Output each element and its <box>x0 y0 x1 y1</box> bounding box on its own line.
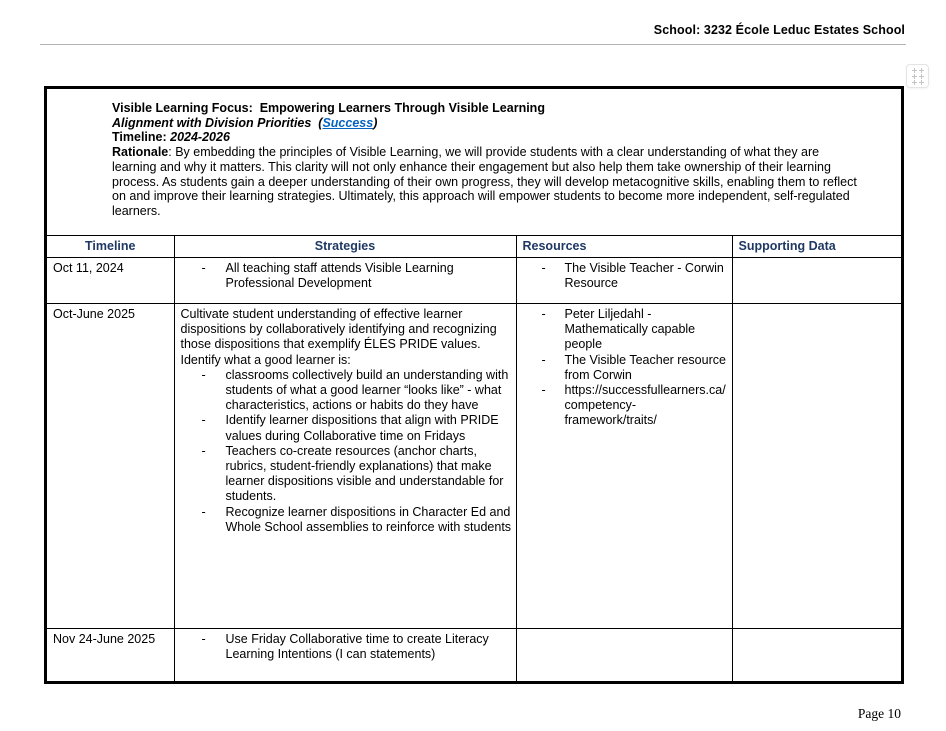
learning-plan-box <box>44 86 904 684</box>
strategy-bullet-item: - All teaching staff attends Visible Learning Professional Development <box>181 261 512 291</box>
table-row <box>47 258 901 304</box>
supporting-data-cell <box>732 304 901 629</box>
plan-table <box>47 235 901 681</box>
rationale-text: : By embedding the principles of Visible Learning, we will provide students with a clear understanding of what they are learning and why it matters. This clarity will not only enhance their engagement but also help them take ownership of their learning process. As students gain a deeper understanding of their own progress, they will develop metacognitive skills, enabling them to reflect on and improve their learning strategies. Ultimately, this approach will empower students to become more independent, self-regulated learners. <box>112 145 861 218</box>
rationale-label: Rationale <box>112 145 169 160</box>
column-header-strategies: Strategies <box>174 236 516 258</box>
header-divider <box>40 44 906 45</box>
supporting-data-cell <box>732 629 901 681</box>
resources-cell <box>516 629 732 681</box>
success-link[interactable]: Success <box>322 115 374 130</box>
timeline-value: 2024-2026 <box>166 130 230 145</box>
timeline-value: Oct-June 2025 <box>53 307 135 321</box>
strategy-bullet-item: - Use Friday Collaborative time to create Literacy Learning Intentions (I can statements) <box>181 632 512 662</box>
strategies-cell <box>174 258 516 304</box>
column-header-resources: Resources <box>516 236 732 258</box>
resource-bullet-item: - The Visible Teacher - Corwin Resource <box>523 261 728 291</box>
drag-handle-dot <box>919 74 924 79</box>
plan-intro <box>47 89 901 235</box>
strategies-cell <box>174 304 516 629</box>
timeline-line <box>112 130 863 145</box>
timeline-value: Nov 24-June 2025 <box>53 632 156 646</box>
timeline-cell <box>47 629 174 681</box>
strategy-bullet-item: - Teachers co-create resources (anchor charts, rubrics, student-friendly explanations) that make learner dispositions visible and understandable for students. <box>181 444 512 505</box>
school-title: School: 3232 École Leduc Estates School <box>653 23 905 37</box>
header-row <box>47 236 901 258</box>
rationale-paragraph <box>112 145 863 219</box>
strategy-paragraph: Identify what a good learner is: <box>180 352 351 367</box>
strategy-bullet-item: - Recognize learner dispositions in Character Ed and Whole School assemblies to reinforce with students <box>181 505 512 535</box>
page-number: Page 10 <box>857 706 901 721</box>
timeline-cell <box>47 304 174 629</box>
strategy-paragraph: Cultivate student understanding of effective learner dispositions by collaboratively identifying and recognizing those dispositions that exemplify ÉLES PRIDE values. <box>180 307 497 352</box>
resources-cell <box>516 258 732 304</box>
supporting-data-cell <box>732 258 901 304</box>
table-row <box>47 304 901 629</box>
drag-handle-dot <box>919 68 924 73</box>
plan-table-header <box>47 236 901 258</box>
timeline-label: Timeline: <box>112 130 167 145</box>
drag-handle-dot <box>919 80 924 85</box>
timeline-value: Oct 11, 2024 <box>53 261 124 275</box>
resources-cell <box>516 304 732 629</box>
focus-line <box>112 101 863 116</box>
table-row <box>47 629 901 681</box>
plan-table-body <box>47 258 901 681</box>
resource-bullet-item: - The Visible Teacher resource from Corwin <box>523 353 728 383</box>
alignment-paren-open: ( <box>311 115 323 130</box>
strategy-bullet-item: - classrooms collectively build an understanding with students of what a good learner “looks like” - what characteristics, actions or habits do they have <box>181 368 512 414</box>
drag-handle-dot <box>912 80 917 85</box>
alignment-line <box>112 116 863 131</box>
column-header-timeline: Timeline <box>47 236 174 258</box>
focus-text: Visible Learning Focus: Empowering Learners Through Visible Learning <box>112 101 545 115</box>
resource-bullet-item: - https://successfullearners.ca/competency-framework/traits/ <box>523 383 728 429</box>
column-header-supporting-data: Supporting Data <box>732 236 901 258</box>
drag-handle-dot <box>912 74 917 79</box>
strategy-bullet-item: - Identify learner dispositions that align with PRIDE values during Collaborative time on Fridays <box>181 413 512 443</box>
resource-bullet-item: - Peter Liljedahl - Mathematically capable people <box>523 307 728 353</box>
strategies-cell <box>174 629 516 681</box>
alignment-label: Alignment with Division Priorities <box>112 115 312 130</box>
drag-handle-dot <box>912 68 917 73</box>
alignment-paren-close: ) <box>373 115 378 130</box>
drag-handle-icon[interactable] <box>906 64 929 88</box>
timeline-cell <box>47 258 174 304</box>
